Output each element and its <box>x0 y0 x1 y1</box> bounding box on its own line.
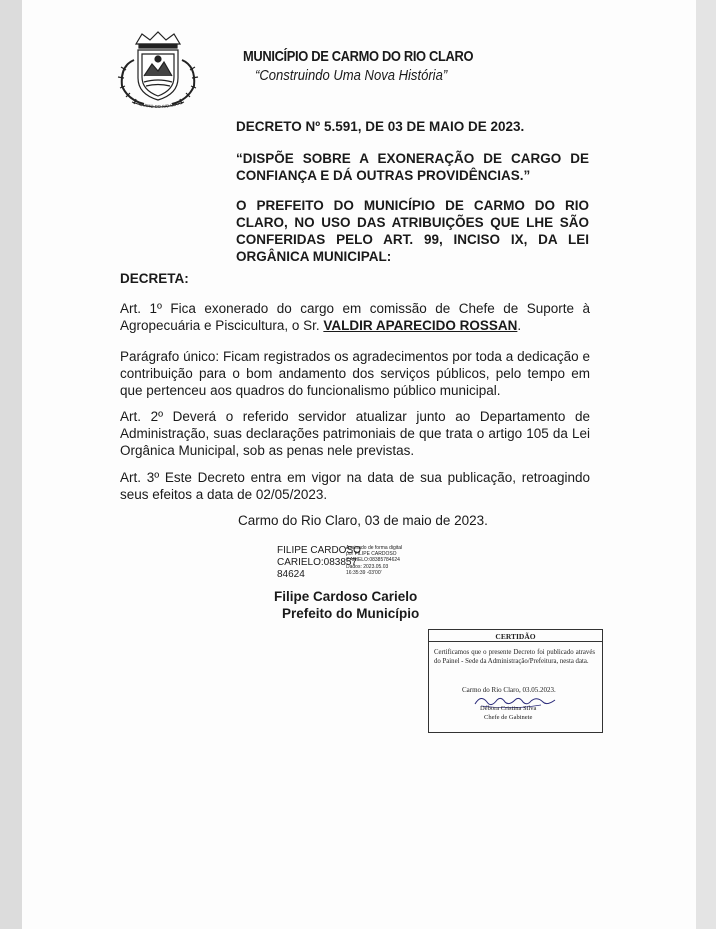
decreta-heading: DECRETA: <box>120 271 189 286</box>
signatory-name: Filipe Cardoso Carielo <box>274 589 418 604</box>
certidao-text: Certificamos que o presente Decreto foi publicado através do Painel - Sede da Administração/Prefeitura, nesta data. <box>434 649 595 665</box>
article-2: Art. 2º Deverá o referido servidor atualizar junto ao Departamento de Administração, suas declarações patrimoniais de que trata o artigo 105 da Lei Orgânica Municipal, sob as penas nele previstas. <box>120 409 590 458</box>
article-1-end: . <box>517 318 522 333</box>
certidao-stamp <box>428 629 603 733</box>
municipal-crest-logo <box>106 30 210 112</box>
decree-number: DECRETO Nº 5.591, DE 03 DE MAIO DE 2023. <box>236 119 525 134</box>
decree-ementa: “DISPÕE SOBRE A EXONERAÇÃO DE CARGO DE CONFIANÇA E DÁ OUTRAS PROVIDÊNCIAS.” <box>236 151 589 183</box>
municipality-title: MUNICÍPIO DE CARMO DO RIO CLARO <box>243 48 474 65</box>
certidao-place-date: Carmo do Rio Claro, 03.05.2023. <box>462 686 556 694</box>
article-1 <box>120 300 590 334</box>
exonerated-name: VALDIR APARECIDO ROSSAN <box>323 318 518 333</box>
article-1-text: Art. 1º Fica exonerado do cargo em comissão de Chefe de Suporte à Agropecuária e Piscicultura, o Sr. <box>120 301 590 333</box>
digital-signature-details <box>346 545 402 576</box>
certidao-signer-name: Débora Cristina Silva <box>480 705 537 712</box>
sig-right-line2: por FILIPE CARDOSO <box>346 551 397 558</box>
sig-left-line3: 84624 <box>277 569 305 580</box>
sig-right-line4: Dados: 2023.05.03 <box>346 563 389 570</box>
certidao-divider <box>429 641 602 642</box>
sig-left-line1: FILIPE CARDOSO <box>277 545 361 556</box>
certidao-title: CERTIDÃO <box>495 632 536 641</box>
certidao-signer-role: Chefe de Gabinete <box>484 714 533 721</box>
sig-right-line1: Assinado de forma digital <box>346 545 403 551</box>
sig-right-line3: CARIELO:08385784624 <box>346 557 400 564</box>
document-page <box>22 0 696 929</box>
sig-left-line2: CARIELO:083857 <box>277 557 358 568</box>
place-date: Carmo do Rio Claro, 03 de maio de 2023. <box>238 513 488 528</box>
sig-right-line5: 16:35:39 -03'00' <box>346 569 382 576</box>
decree-preamble: O PREFEITO DO MUNICÍPIO DE CARMO DO RIO CLARO, NO USO DAS ATRIBUIÇÕES QUE LHE SÃO CONFERIDAS PELO ART. 99, INCISO IX, DA LEI ORGÂNICA MUNICIPAL: <box>236 198 589 264</box>
article-3: Art. 3º Este Decreto entra em vigor na data de sua publicação, retroagindo seus efeitos a data de 02/05/2023. <box>120 470 590 502</box>
crest-ribbon-text: CARMO DO RIO CLAR <box>138 100 182 110</box>
page-shadow-right <box>696 0 716 929</box>
page-shadow-left <box>0 0 22 929</box>
slogan: “Construindo Uma Nova História” <box>255 68 448 84</box>
paragrafo-unico: Parágrafo único: Ficam registrados os agradecimentos por toda a dedicação e contribuição para o bom andamento dos serviços públicos, pelo tempo em que pertenceu aos quadros do funcionalismo público municipal. <box>120 349 590 398</box>
signatory-role: Prefeito do Município <box>282 606 420 621</box>
